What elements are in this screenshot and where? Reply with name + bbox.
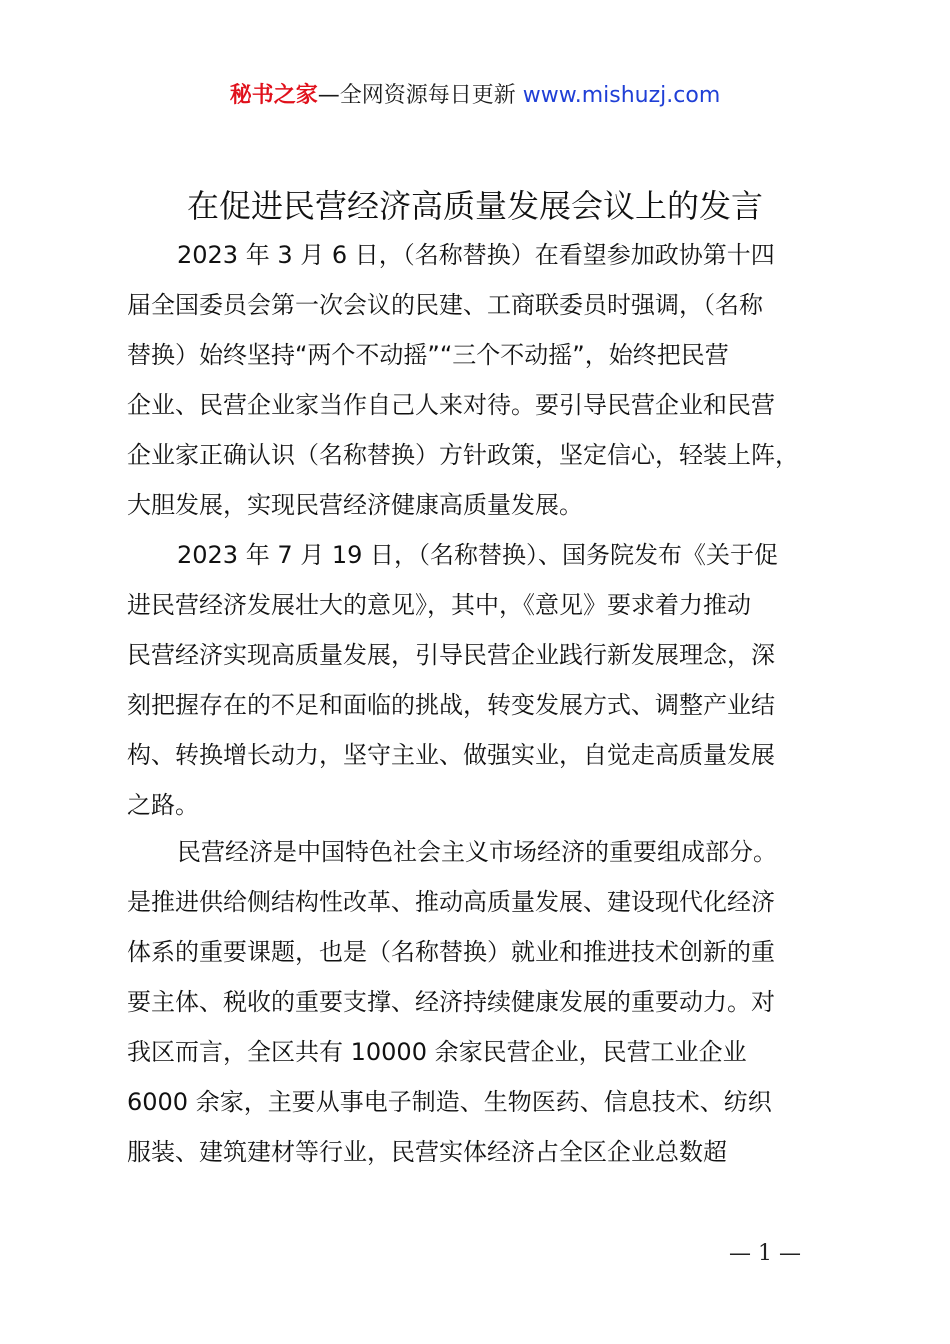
- site-slogan: —全网资源每日更新: [317, 83, 516, 108]
- paragraph-2: [127, 530, 837, 830]
- paragraph-line: 替换）始终坚持“两个不动摇”“三个不动摇”，始终把民营: [127, 341, 729, 369]
- paragraph-line: 民营经济实现高质量发展，引导民营企业践行新发展理念，深: [127, 641, 775, 669]
- paragraph-line: 要主体、税收的重要支撑、经济持续健康发展的重要动力。对: [127, 988, 775, 1016]
- paragraph-line: 届全国委员会第一次会议的民建、工商联委员时强调，（名称: [127, 291, 763, 319]
- page-number: — 1 —: [729, 1241, 801, 1266]
- paragraph-line: 企业、民营企业家当作自己人来对待。要引导民营企业和民营: [127, 391, 775, 419]
- paragraph-line: 服装、建筑建材等行业，民营实体经济占全区企业总数超: [127, 1138, 727, 1166]
- paragraph-line: 6000 余家，主要从事电子制造、生物医药、信息技术、纺织: [127, 1088, 772, 1116]
- paragraph-line: 民营经济是中国特色社会主义市场经济的重要组成部分。: [177, 838, 777, 866]
- site-url-link[interactable]: www.mishuzj.com: [522, 83, 721, 108]
- paragraph-line: 2023 年 7 月 19 日，（名称替换）、国务院发布《关于促: [177, 541, 779, 569]
- paragraph-line: 刻把握存在的不足和面临的挑战，转变发展方式、调整产业结: [127, 691, 775, 719]
- paragraph-line: 企业家正确认识（名称替换）方针政策，坚定信心，轻装上阵，: [127, 441, 799, 469]
- paragraph-line: 进民营经济发展壮大的意见》，其中，《意见》要求着力推动: [127, 591, 751, 619]
- site-brand: 秘书之家: [229, 83, 318, 108]
- site-header: [0, 80, 950, 112]
- paragraph-line: 我区而言，全区共有 10000 余家民营企业，民营工业企业: [127, 1038, 747, 1066]
- document-title: 在促进民营经济高质量发展会议上的发言: [186, 187, 763, 225]
- paragraph-line: 2023 年 3 月 6 日，（名称替换）在看望参加政协第十四: [177, 241, 775, 269]
- paragraph-line: 大胆发展，实现民营经济健康高质量发展。: [127, 491, 583, 519]
- paragraph-line: 是推进供给侧结构性改革、推动高质量发展、建设现代化经济: [127, 888, 775, 916]
- paragraph-line: 之路。: [127, 791, 199, 819]
- paragraph-3: [127, 827, 837, 1177]
- paragraph-line: 体系的重要课题，也是（名称替换）就业和推进技术创新的重: [127, 938, 775, 966]
- paragraph-1: [127, 230, 837, 530]
- paragraph-line: 构、转换增长动力，坚守主业、做强实业，自觉走高质量发展: [127, 741, 775, 769]
